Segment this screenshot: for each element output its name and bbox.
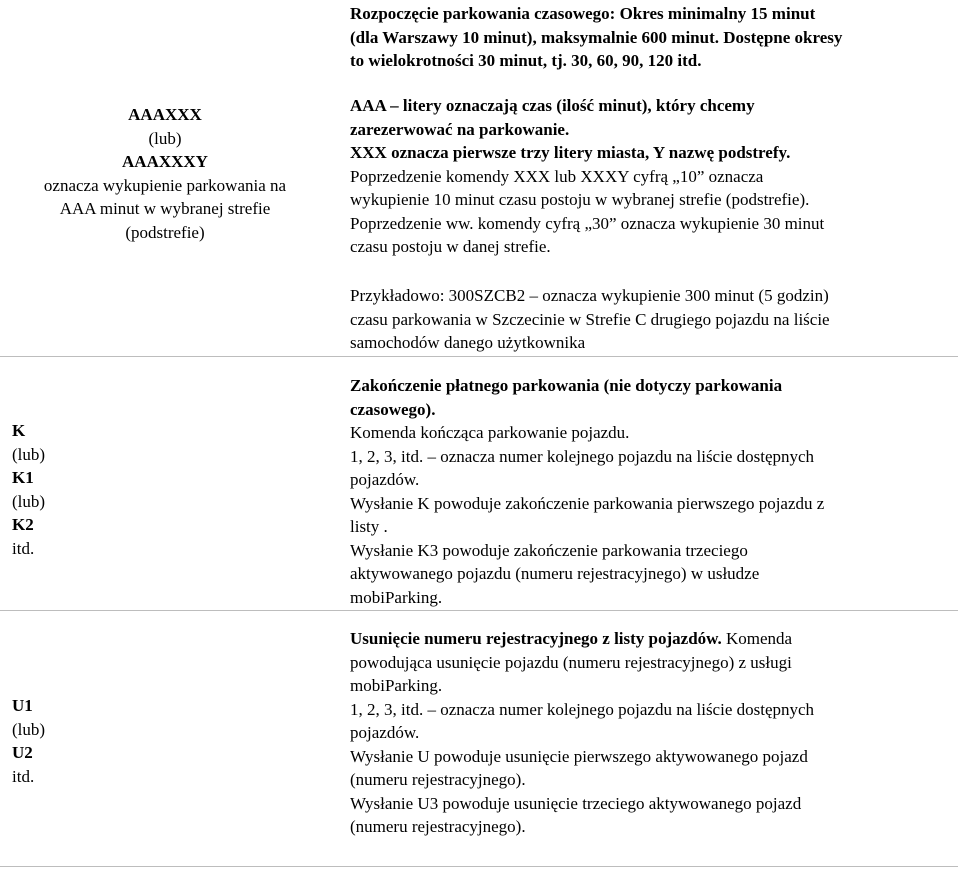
description-line: Wysłanie K3 powoduje zakończenie parkowania trzeciego — [350, 540, 748, 560]
or-label: (lub) — [148, 128, 182, 148]
command-aaaxxx-description — [350, 94, 950, 259]
description-line: powodująca usunięcie pojazdu (numeru rejestracyjnego) z usługi — [350, 652, 792, 672]
example-paragraph — [350, 284, 950, 355]
etc-label: itd. — [12, 538, 35, 558]
description-line: mobiParking. — [350, 587, 443, 607]
description-line: wykupienie 10 minut czasu postoju w wybranej strefie (podstrefie). — [350, 190, 810, 209]
description-line: Wysłanie U powoduje usunięcie pierwszego aktywowanego pojazd — [350, 746, 808, 766]
description-line: listy . — [350, 517, 388, 536]
description-line: Poprzedzenie ww. komendy cyfrą „30” oznacza wykupienie 30 minut — [350, 213, 825, 233]
command-aaaxxx-cell — [0, 103, 330, 244]
description-line: Wysłanie K powoduje zakończenie parkowania pierwszego pojazdu z — [350, 493, 825, 513]
description-text: Komenda — [721, 629, 793, 648]
command-k-cell — [0, 419, 102, 560]
description-line: czasowego). — [350, 399, 436, 419]
description-line: AAA – litery oznaczają czas (ilość minut), który chcemy — [350, 96, 755, 115]
command-code: U2 — [12, 743, 33, 762]
description-line: XXX oznacza pierwsze trzy litery miasta, Y nazwę podstrefy. — [350, 143, 791, 162]
or-label: (lub) — [12, 491, 46, 511]
row-divider-3 — [0, 866, 958, 867]
description-line: 1, 2, 3, itd. – oznacza numer kolejnego pojazdu na liście dostępnych — [350, 699, 815, 719]
description-line: 1, 2, 3, itd. – oznacza numer kolejnego pojazdu na liście dostępnych — [350, 446, 815, 466]
example-line: czasu parkowania w Szczecinie w Strefie C drugiego pojazdu na liście — [350, 309, 830, 329]
command-k-description — [350, 374, 950, 609]
description-line: pojazdów. — [350, 470, 420, 489]
command-code: K — [12, 421, 26, 440]
description-line: Poprzedzenie komendy XXX lub XXXY cyfrą „10” oznacza — [350, 166, 764, 186]
command-code: K2 — [12, 515, 34, 534]
or-label: (lub) — [12, 719, 46, 739]
description-line: Wysłanie U3 powoduje usunięcie trzeciego aktywowanego pojazd — [350, 793, 802, 813]
command-description: AAA minut w wybranej strefie — [59, 199, 271, 218]
row-divider-2 — [0, 610, 958, 611]
description-line: pojazdów. — [350, 723, 420, 742]
description-line: aktywowanego pojazdu (numeru rejestracyjnego) w usłudze — [350, 564, 760, 583]
example-line: samochodów danego użytkownika — [350, 333, 586, 352]
description-line: Zakończenie płatnego parkowania (nie dotyczy parkowania — [350, 376, 783, 395]
command-code: U1 — [12, 696, 33, 715]
remove-plate-heading: Usunięcie numeru rejestracyjnego z listy pojazdów. — [350, 629, 722, 648]
command-code: AAAXXXY — [122, 152, 208, 171]
command-u-cell — [0, 694, 102, 788]
description-line: Komenda kończąca parkowanie pojazdu. — [350, 423, 630, 442]
command-description: oznacza wykupienie parkowania na — [43, 175, 287, 195]
row-divider-1 — [0, 356, 958, 357]
heading-line: to wielokrotności 30 minut, tj. 30, 60, 90, 120 itd. — [350, 51, 702, 70]
command-u-description — [350, 627, 950, 839]
or-label: (lub) — [12, 444, 46, 464]
command-code: K1 — [12, 468, 34, 487]
heading-line: (dla Warszawy 10 minut), maksymalnie 600 minut. Dostępne okresy — [350, 27, 843, 47]
example-line: Przykładowo: 300SZCB2 – oznacza wykupienie 300 minut (5 godzin) — [350, 286, 829, 305]
command-code: AAAXXX — [128, 105, 202, 124]
description-line: czasu postoju w danej strefie. — [350, 237, 551, 256]
command-description: (podstrefie) — [125, 222, 205, 242]
description-line — [350, 627, 950, 651]
heading-line: Rozpoczęcie parkowania czasowego: Okres minimalny 15 minut — [350, 4, 816, 23]
description-line: (numeru rejestracyjnego). — [350, 817, 526, 836]
description-line: (numeru rejestracyjnego). — [350, 770, 526, 789]
etc-label: itd. — [12, 766, 35, 786]
description-line: zarezerwować na parkowanie. — [350, 119, 570, 139]
parking-start-heading — [350, 2, 950, 73]
description-line: mobiParking. — [350, 676, 443, 695]
